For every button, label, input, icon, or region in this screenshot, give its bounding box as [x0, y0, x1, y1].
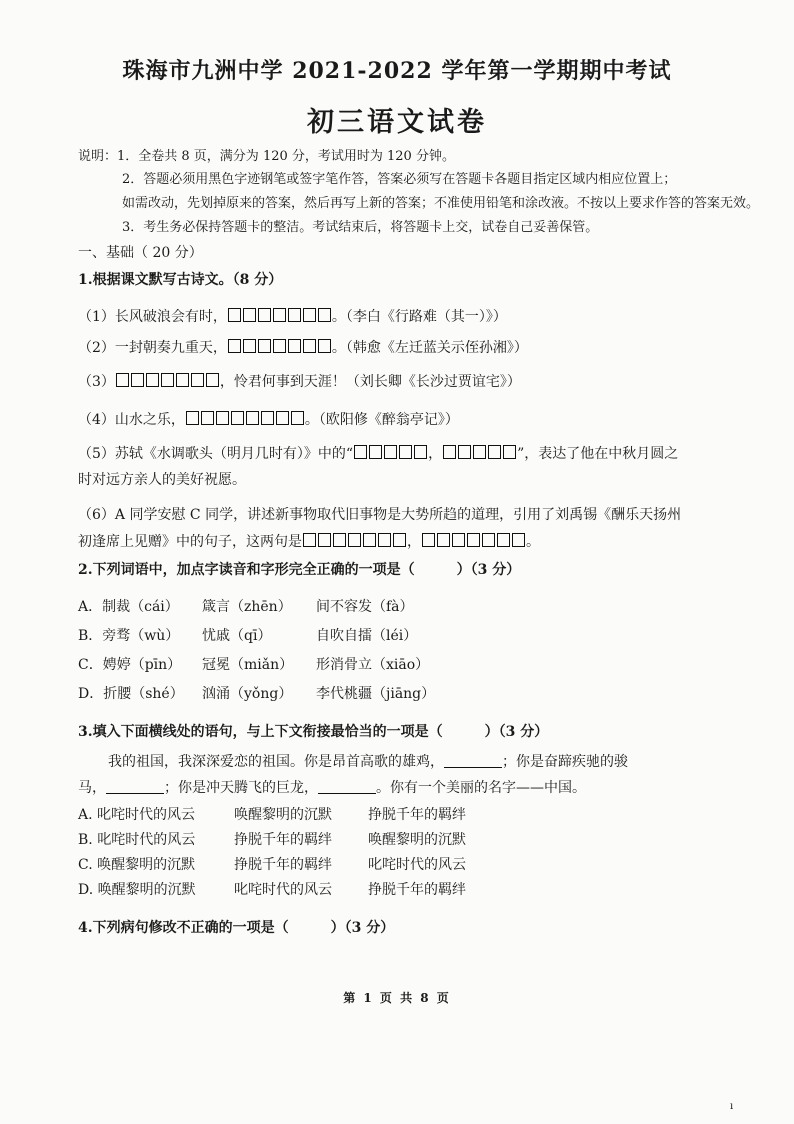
- q2-options: [78, 597, 435, 713]
- answer-boxes: [421, 534, 526, 550]
- question-2-stem: 2.下列词语中，加点字读音和字形完全正确的一项是（ ）（3 分）: [78, 562, 521, 578]
- instruction-2-cont: 如需改动，先划掉原来的答案，然后再写上新的答案；不准使用铅笔和涂改液。不按以上要求作答的答案无效。: [122, 196, 760, 211]
- q2-option-c: C．娉婷（pīn） 冠冕（miǎn） 形消骨立（xiāo）: [78, 657, 430, 673]
- q3-option-c: C. 唤醒黎明的沉默 挣脱千年的羁绊 叱咤时代的风云: [78, 857, 466, 873]
- instruction-3: 3．考生务必保持答题卡的整洁。考试结束后，将答题卡上交，试卷自己妥善保管。: [122, 220, 599, 235]
- answer-boxes: [185, 412, 305, 428]
- answer-boxes: [115, 374, 220, 390]
- q2-option-b: B．旁骛（wù） 忧戚（qī） 自吹自擂（léi）: [78, 628, 418, 644]
- q3-passage-line-1: 我的祖国，我深深爱恋的祖国。你是昂首高歌的雄鸡， ；你是奋蹄疾驰的骏: [108, 754, 628, 770]
- question-3-stem: 3.填入下面横线处的语句，与上下文衔接最恰当的一项是（ ）（3 分）: [78, 724, 549, 740]
- page-number: 第 1 页 共 8 页: [343, 991, 451, 1005]
- paper-subtitle: 初三语文试卷: [307, 107, 487, 138]
- answer-boxes: [227, 340, 332, 356]
- q3-passage-line-2: 马， ；你是冲天腾飞的巨龙， 。你有一个美丽的名字——中国。: [78, 780, 586, 796]
- answer-boxes: [353, 446, 428, 462]
- answer-boxes: [442, 446, 517, 462]
- q1-item-4: （4）山水之乐， 。（欧阳修《醉翁亭记》）: [78, 412, 459, 428]
- instruction-1: 说明：1．全卷共 8 页，满分为 120 分，考试用时为 120 分钟。: [78, 149, 455, 164]
- answer-boxes: [227, 309, 332, 325]
- q3-options: [78, 805, 466, 905]
- fill-blank-3: [318, 779, 376, 794]
- q1-item-5-cont: 时对远方亲人的美好祝愿。: [78, 472, 246, 488]
- margin-mark: ı: [730, 1101, 734, 1112]
- exam-title: 珠海市九洲中学 2021-2022 学年第一学期期中考试: [122, 58, 672, 84]
- fill-blank-1: [444, 753, 502, 768]
- q1-item-1: （1）长风破浪会有时， 。（李白《行路难（其一）》）: [78, 309, 507, 325]
- q2-option-d: D．折腰（shé） 汹涌（yǒng） 李代桃疆（jiāng）: [78, 686, 436, 702]
- q1-item-2: （2）一封朝奏九重天， 。（韩愈《左迁蓝关示侄孙湘》）: [78, 340, 528, 356]
- q1-item-6: （6）A 同学安慰 C 同学，讲述新事物取代旧事物是大势所趋的道理，引用了刘禹锡《酬乐天扬州: [78, 507, 682, 523]
- q1-item-5: （5）苏轼《水调歌头（明月几时有）》中的“ ， ”，表达了他在中秋月圆之: [78, 446, 679, 462]
- fill-blank-2: [106, 779, 164, 794]
- q1-item-6-cont: 初逢席上见赠》中的句子，这两句是 ， 。: [78, 534, 540, 550]
- q3-option-a: A. 叱咤时代的风云 唤醒黎明的沉默 挣脱千年的羁绊: [78, 807, 466, 823]
- question-4-stem: 4.下列病句修改不正确的一项是（ ）（3 分）: [78, 920, 395, 936]
- question-1-stem: 1.根据课文默写古诗文。（8 分）: [78, 272, 283, 288]
- q3-option-d: D. 唤醒黎明的沉默 叱咤时代的风云 挣脱千年的羁绊: [78, 882, 466, 898]
- instruction-2: 2．答题必须用黑色字迹钢笔或签字笔作答，答案必须写在答题卡各题目指定区域内相应位置上；: [122, 172, 677, 187]
- answer-boxes: [302, 534, 407, 550]
- q3-option-b: B. 叱咤时代的风云 挣脱千年的羁绊 唤醒黎明的沉默: [78, 832, 466, 848]
- q1-item-3: （3） ，怜君何事到天涯！（刘长卿《长沙过贾谊宅》）: [78, 374, 521, 390]
- q2-option-a: A．制裁（cái） 箴言（zhēn） 间不容发（fà）: [78, 599, 414, 615]
- section-heading: 一、基础（ 20 分）: [78, 245, 203, 261]
